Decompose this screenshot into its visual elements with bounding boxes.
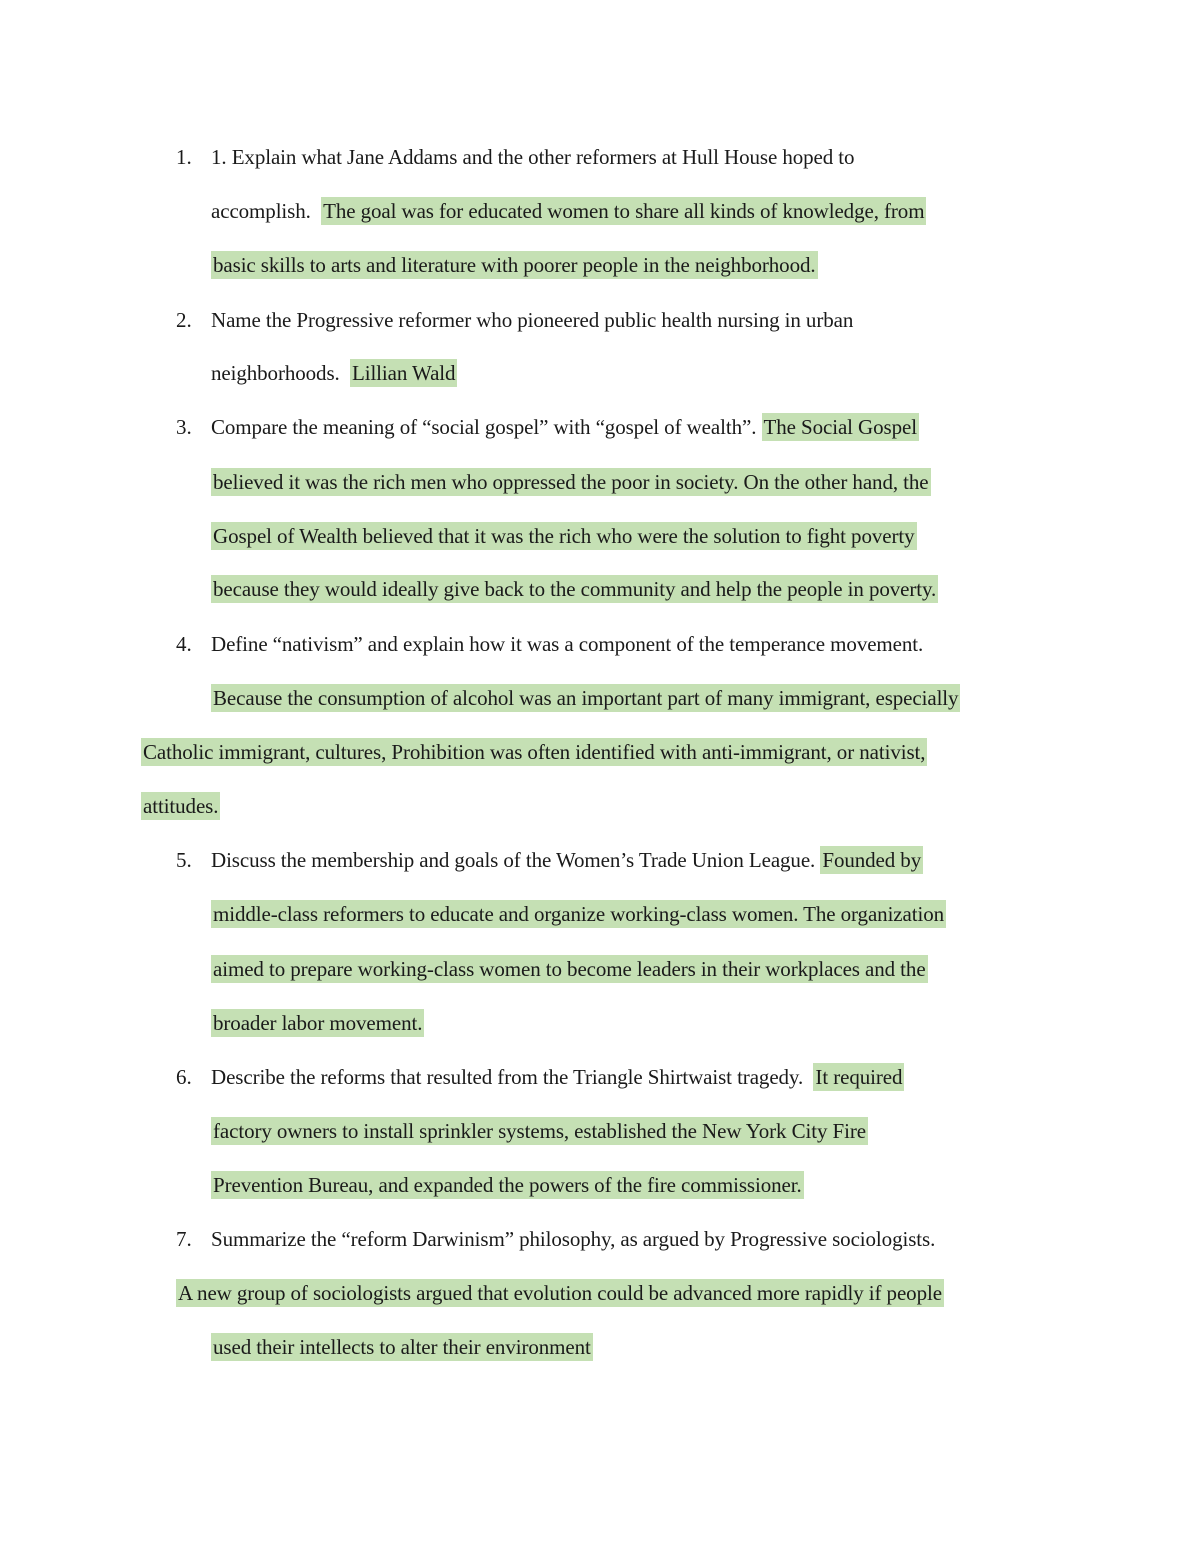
answer-4-highlight-2: Catholic immigrant, cultures, Prohibition was often identified with anti-immigrant, or nativist,: [143, 740, 926, 764]
answer-5-highlight-2: middle-class reformers to educate and organize working-class women. The organization: [213, 902, 945, 926]
question-5-line-1: [211, 847, 923, 873]
answer-2-highlight-1: Lillian Wald: [351, 361, 456, 385]
answer-6-line-3: [211, 1172, 804, 1198]
answer-1-highlight-2: basic skills to arts and literature with poorer people in the neighborhood.: [213, 253, 816, 277]
question-6-text-1: Describe the reforms that resulted from the Triangle Shirtwaist tragedy.: [211, 1065, 814, 1089]
question-3-text-1: Compare the meaning of “social gospel” with “gospel of wealth”.: [211, 415, 762, 439]
question-1-line-2: [211, 198, 926, 224]
question-7-text-1: Summarize the “reform Darwinism” philosophy, as argued by Progressive sociologists.: [211, 1227, 936, 1251]
question-1-text-1: 1. Explain what Jane Addams and the other reformers at Hull House hoped to: [211, 145, 855, 169]
answer-1-line-2: [211, 252, 818, 278]
question-4-line-1: [211, 631, 923, 657]
question-2-text-1: Name the Progressive reformer who pioneered public health nursing in urban: [211, 308, 854, 332]
list-number-6: 6.: [176, 1065, 192, 1089]
question-4-text-1: Define “nativism” and explain how it was a component of the temperance movement.: [211, 632, 924, 656]
answer-4-highlight-1: Because the consumption of alcohol was an important part of many immigrant, especially: [213, 686, 959, 710]
question-3-line-1: [211, 414, 919, 440]
question-6-line-1: [211, 1064, 904, 1090]
list-number-4: 4.: [176, 632, 192, 656]
list-number-1: 1.: [176, 145, 192, 169]
answer-4-highlight-3: attitudes.: [143, 794, 219, 818]
answer-7-highlight-2: used their intellects to alter their environment: [213, 1335, 591, 1359]
answer-3-highlight-2: believed it was the rich men who oppressed the poor in society. On the other hand, the: [213, 470, 929, 494]
answer-7-line-2: [211, 1334, 593, 1360]
answer-4-line-1: [211, 685, 960, 711]
answer-3-highlight-4: because they would ideally give back to the community and help the people in poverty.: [213, 577, 937, 601]
answer-3-highlight-3: Gospel of Wealth believed that it was the rich who were the solution to fight poverty: [213, 524, 915, 548]
question-1-text-2: accomplish.: [211, 199, 322, 223]
answer-5-highlight-3: aimed to prepare working-class women to become leaders in their workplaces and the: [213, 957, 926, 981]
answer-6-highlight-2: factory owners to install sprinkler systems, established the New York City Fire: [213, 1119, 866, 1143]
answer-5-line-2: [211, 901, 946, 927]
answer-7-line-1: [176, 1280, 944, 1306]
question-1-line-1: [211, 144, 854, 170]
answer-4-line-2: [141, 739, 927, 765]
answer-4-line-3: [141, 793, 220, 819]
answer-5-line-3: [211, 956, 928, 982]
answer-1-highlight-1: The goal was for educated women to share all kinds of knowledge, from: [323, 199, 925, 223]
answer-5-highlight-1: Founded by: [822, 848, 922, 872]
question-2-line-2: [211, 360, 457, 386]
answer-6-highlight-3: Prevention Bureau, and expanded the powers of the fire commissioner.: [213, 1173, 802, 1197]
answer-3-line-2: [211, 469, 931, 495]
answer-3-line-4: [211, 576, 938, 602]
question-2-text-2: neighborhoods.: [211, 361, 350, 385]
list-number-2: 2.: [176, 308, 192, 332]
list-number-5: 5.: [176, 848, 192, 872]
question-2-line-1: [211, 307, 853, 333]
list-number-3: 3.: [176, 415, 192, 439]
answer-3-highlight-1: The Social Gospel: [763, 415, 917, 439]
list-number-7: 7.: [176, 1227, 192, 1251]
question-7-line-1: [211, 1226, 935, 1252]
answer-3-line-3: [211, 523, 917, 549]
answer-6-line-2: [211, 1118, 868, 1144]
answer-5-highlight-4: broader labor movement.: [213, 1011, 423, 1035]
answer-5-line-4: [211, 1010, 424, 1036]
answer-7-highlight-1: A new group of sociologists argued that evolution could be advanced more rapidly if people: [178, 1281, 942, 1305]
answer-6-highlight-1: It required: [815, 1065, 903, 1089]
question-5-text-1: Discuss the membership and goals of the Women’s Trade Union League.: [211, 848, 821, 872]
